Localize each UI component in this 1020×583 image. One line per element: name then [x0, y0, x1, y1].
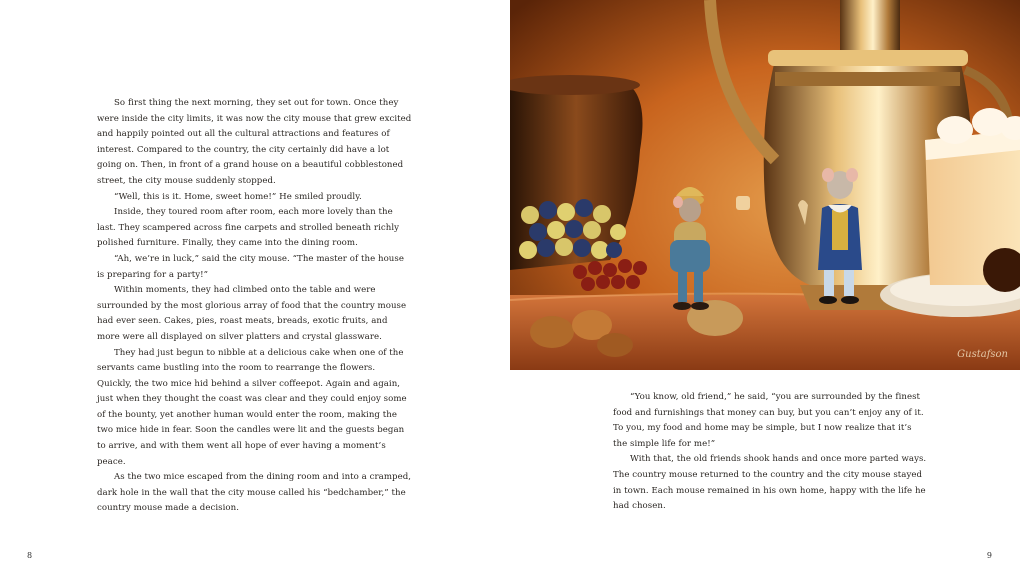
artist-signature: Gustafson: [957, 349, 1008, 360]
left-page-text: [97, 96, 412, 517]
page-number-left: 8: [27, 551, 33, 560]
illustration-mice-feast: [510, 0, 1020, 370]
paragraph: So first thing the next morning, they set out for town. Once they were inside the city limits, it was now the city mouse that grew excited and happily pointed out all the cultural attractions and features of interest. Compared to the country, the city certainly did have a lot going on. Then, in front of a grand house on a beautiful cobblestoned street, the city mouse suddenly stopped.: [97, 98, 412, 186]
illustration-art: [510, 0, 1020, 370]
paragraph: “Ah, we’re in luck,” said the city mouse. “The master of the house is preparing for a party!”: [97, 253, 404, 280]
paragraph: Inside, they toured room after room, each more lovely than the last. They scampered across fine carpets and strolled beneath richly polished furniture. Finally, they came into the dining room.: [97, 207, 400, 249]
paragraph: “Well, this is it. Home, sweet home!” He smiled proudly.: [114, 191, 362, 202]
right-page-text: [613, 390, 928, 515]
page-number-right: 9: [986, 551, 992, 560]
paragraph: “You know, old friend,” he said, “you are surrounded by the finest food and furnishings that money can buy, but you can’t enjoy any of it. To you, my food and home may be simple, but I now realize that it’s the simple life for me!”: [613, 392, 924, 449]
paragraph: Within moments, they had climbed onto the table and were surrounded by the most glorious array of food that the country mouse had ever seen. Cakes, pies, roast meats, breads, exotic fruits, and more were all displayed on silver platters and crystal glassware.: [97, 285, 407, 342]
paragraph: As the two mice escaped from the dining room and into a cramped, dark hole in the wall that the city mouse called his “bedchamber,” the country mouse made a decision.: [97, 472, 412, 514]
paragraph: With that, the old friends shook hands and once more parted ways. The country mouse returned to the country and the city mouse stayed in town. Each mouse remained in his own home, happy with the life he had chosen.: [613, 454, 927, 512]
right-page: [510, 0, 1020, 583]
paragraph: They had just begun to nibble at a delicious cake when one of the servants came bustling into the room to rearrange the flowers. Quickly, the two mice hid behind a silver coffeepot. Again and again, just when they thought the coast was clear and they could enjoy some of the bounty, yet another human would enter the room, making the two mice hide in fear. Soon the candles were lit and the guests began to arrive, and with them went all hope of ever having a moment’s peace.: [97, 347, 407, 467]
